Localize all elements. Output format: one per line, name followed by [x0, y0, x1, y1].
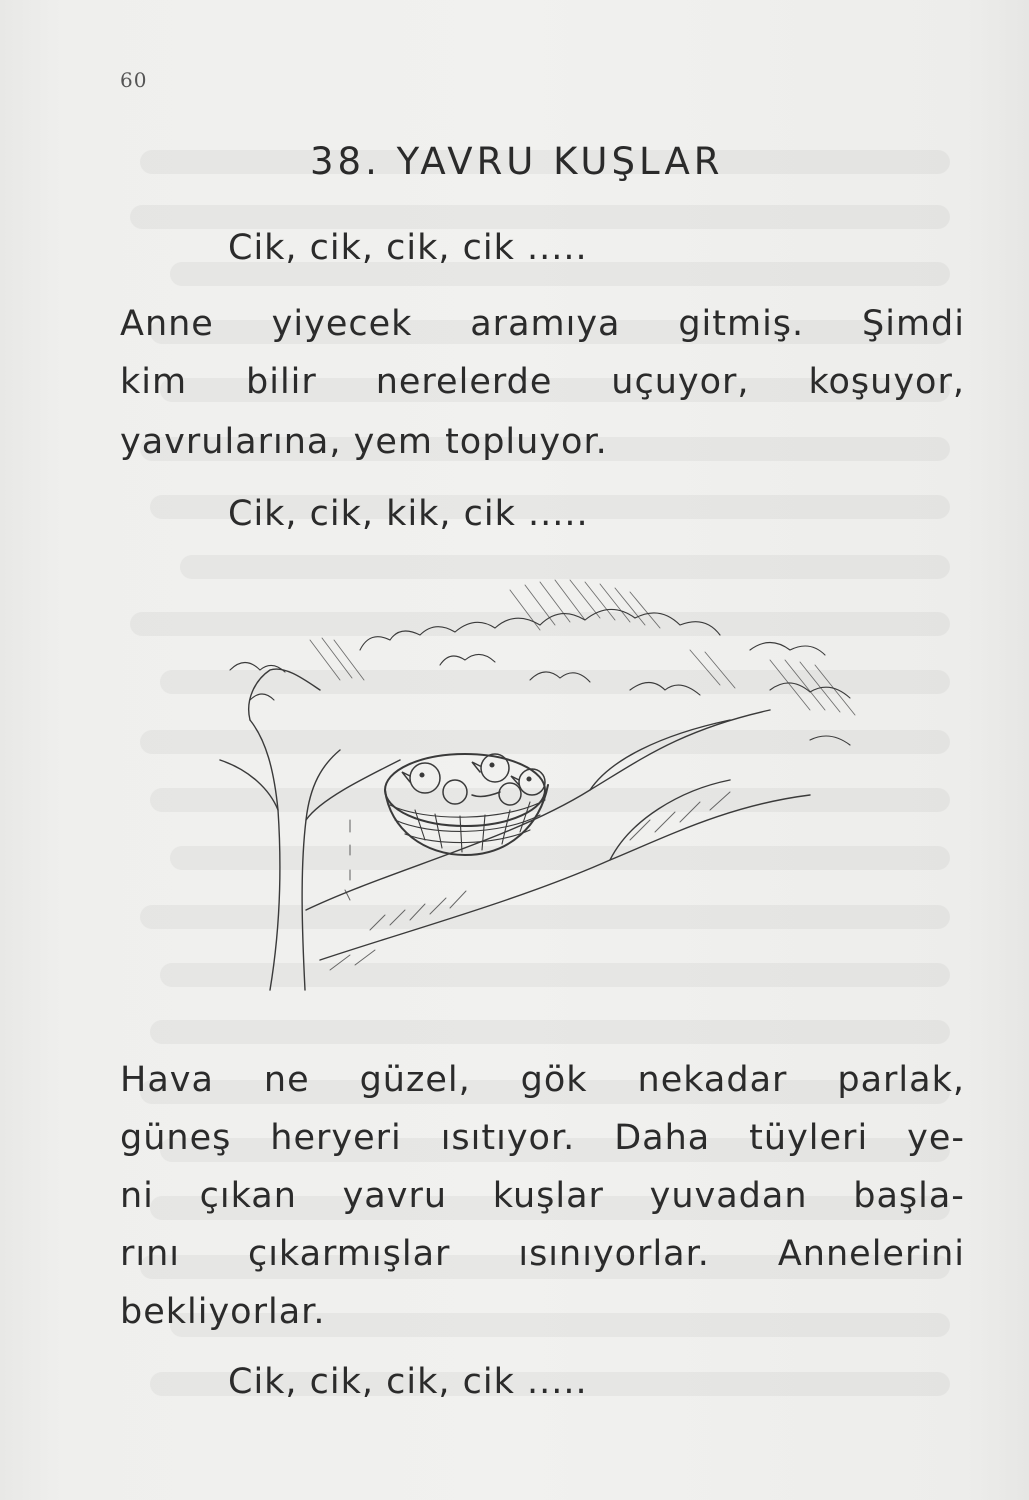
paragraph-2-line-4: [120, 1234, 965, 1274]
word: gök: [520, 1060, 588, 1100]
paragraph-1-line-2: [120, 362, 965, 402]
word: Hava: [120, 1060, 214, 1100]
paragraph-2-line-5: bekliyorlar.: [120, 1292, 326, 1332]
word: aramıya: [470, 304, 621, 344]
word: ısıtıyor.: [440, 1118, 576, 1158]
paragraph-2-line-3: [120, 1176, 965, 1216]
chapter-title: 38. YAVRU KUŞLAR: [310, 140, 724, 183]
page-number: 60: [120, 68, 148, 92]
word: uçuyor,: [611, 362, 750, 402]
paragraph-1-line-1: [120, 304, 965, 344]
paragraph-1-line-3: yavrularına, yem topluyor.: [120, 422, 608, 462]
word: kuşlar: [492, 1176, 604, 1216]
chirp-line-2: Cik, cik, kik, cik .....: [228, 494, 589, 534]
word: ni: [120, 1176, 154, 1216]
word: bilir: [246, 362, 317, 402]
word: Daha: [614, 1118, 711, 1158]
chirp-line-1: Cik, cik, cik, cik .....: [228, 228, 588, 268]
word: kim: [120, 362, 188, 402]
word: yuvadan: [649, 1176, 808, 1216]
word: Annelerini: [777, 1234, 965, 1274]
word: nekadar: [637, 1060, 788, 1100]
word: gitmiş.: [678, 304, 805, 344]
chirp-line-3: Cik, cik, cik, cik .....: [228, 1362, 588, 1402]
bird-nest-on-branch-drawing: [210, 570, 890, 1010]
word: parlak,: [837, 1060, 965, 1100]
word: çıkan: [199, 1176, 297, 1216]
word: rını: [120, 1234, 181, 1274]
word: yavru: [342, 1176, 448, 1216]
bird-nest-illustration: [210, 570, 890, 1010]
word: koşuyor,: [808, 362, 965, 402]
paragraph-2-line-2: [120, 1118, 965, 1158]
word: ye-: [907, 1118, 965, 1158]
word: heryeri: [270, 1118, 402, 1158]
word: ısınıyorlar.: [518, 1234, 710, 1274]
word: tüyleri: [749, 1118, 869, 1158]
word: çıkarmışlar: [247, 1234, 451, 1274]
word: Anne: [120, 304, 214, 344]
word: güzel,: [359, 1060, 471, 1100]
word: ne: [263, 1060, 310, 1100]
paragraph-2-line-1: [120, 1060, 965, 1100]
word: başla-: [853, 1176, 965, 1216]
word: güneş: [120, 1118, 232, 1158]
word: yiyecek: [271, 304, 413, 344]
word: nerelerde: [375, 362, 553, 402]
word: Şimdi: [862, 304, 965, 344]
